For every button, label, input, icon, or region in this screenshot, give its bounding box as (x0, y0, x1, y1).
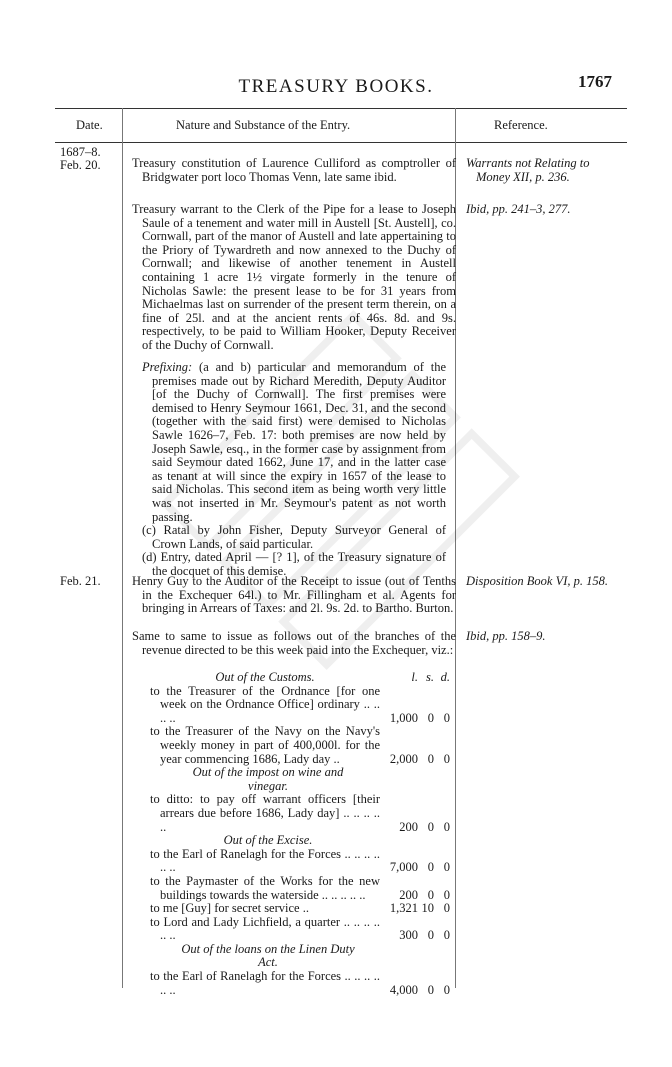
payment-row: to the Paymaster of the Works for the new buildings towards the waterside .. .. .. .. .. 200 0 0 (150, 873, 450, 902)
header-rule-bottom (55, 142, 627, 143)
payment-row: to Lord and Lady Lichfield, a quarter .. .. .. .. .. .. 300 0 0 (150, 914, 450, 943)
payments-table (150, 671, 450, 997)
entry-reference: Ibid, pp. 158–9. (466, 629, 546, 643)
column-header-date: Date. (76, 118, 103, 132)
column-d: d. (440, 670, 450, 684)
prefixing-item-d: (d) Entry, dated April — [? 1], of the Treasury signature of the docquet of this demise. (142, 550, 446, 578)
payment-row: to the Treasurer of the Navy on the Navy's weekly money in part of 400,000l. for the year commencing 1686, Lady day .. 2,000 0 0 (150, 724, 450, 766)
column-header-nature: Nature and Substance of the Entry. (176, 118, 351, 132)
payment-row: to me [Guy] for secret service .. 1,321 10 0 (150, 901, 450, 916)
column-header-reference: Reference. (494, 118, 548, 132)
section-heading-customs: Out of the Customs. (215, 670, 315, 684)
prefixing-text: (a and b) particular and memorandum of the premises made out by Richard Meredith, Deputy Auditor [of the Duchy of Cornwall]. The first premises were demised to Henry Seymour 1661, Dec. 31, and the second (together with the said first) were demised to Nicholas Sawle 1626–7, Feb. 17: both premises are now held by Joseph Sawle, esq., in the former case by assignment from said Seymour dated 1662, June 17, and in the latter case as tenant at will since the expiry in 1657 of the lease to said Nicholas. This second item as being worth very little was not inserted in Mr. Seymour's patent as not worth passing. (152, 360, 447, 524)
entry-reference: Ibid, pp. 241–3, 277. (466, 202, 571, 216)
page-number: 1767 (578, 72, 612, 91)
watermark-icon (150, 300, 530, 680)
payment-row: to the Treasurer of the Ordnance [for one week on the Ordnance Office] ordinary .. .. .. .. 1,000 0 0 (150, 683, 450, 725)
entry-text: Treasury warrant to the Clerk of the Pipe for a lease to Joseph Saule of a tenement and water mill in Austell [St. Austell], co. Cornwall, part of the manor of Austell and late appertaining to the Priory of Tywardreth and now annexed to the Duchy of Cornwall; and likewise of another tenement in Austell containing 1 acre 1½ virgate formerly in the tenure of Nicholas Sawle: the present lease to be for 31 years from Michaelmas last on surrender of the present term therein, on a fine of 25l. and at the ancient rents of 46s. 8d. and 9s. respectively, to be paid to William Hooker, Deputy Receiver of the Duchy of Cornwall. (132, 202, 456, 352)
payment-row: to ditto: to pay off warrant officers [their arrears due before 1686, Lady day] .. .. .. .. .. 200 0 0 (150, 792, 450, 834)
page-title: TREASURY BOOKS. (238, 76, 434, 97)
entry-reference: Warrants not Relating to Money XII, p. 236. (466, 156, 590, 184)
column-s: s. (426, 670, 434, 684)
column-divider-left (122, 108, 123, 988)
entry-text: Same to same to issue as follows out of the branches of the revenue directed to be this week paid into the Exchequer, viz.: (132, 629, 456, 657)
entry-reference: Disposition Book VI, p. 158. (466, 574, 609, 588)
entry-text: Treasury constitution of Laurence Culliford as comptroller of Bridgwater port loco Thomas Venn, late same ibid. (132, 156, 456, 184)
header-rule-top (55, 108, 627, 109)
column-l: l. (411, 670, 418, 684)
section-heading-excise: Out of the Excise. (223, 833, 313, 848)
prefixing-item-c: (c) Ratal by John Fisher, Deputy Surveyor General of Crown Lands, of said particular. (142, 523, 446, 551)
prefixing-label: Prefixing: (142, 360, 193, 374)
payment-row: to the Earl of Ranelagh for the Forces .. .. .. .. .. .. 4,000 0 0 (150, 969, 450, 997)
payment-row: to the Earl of Ranelagh for the Forces .. .. .. .. .. .. 7,000 0 0 (150, 846, 450, 875)
section-heading-impost: Out of the impost on wine and vinegar. (192, 765, 344, 793)
section-heading-loans: Out of the loans on the Linen Duty Act. (181, 941, 355, 970)
entry-date: Feb. 20. (60, 158, 101, 172)
entry-text: Henry Guy to the Auditor of the Receipt to issue (out of Tenths in the Exchequer 64l.) to Mr. Fillingham et al. Agents for bringing in Arrears of Taxes: and 2l. 9s. 2d. to Bartho. Burton. (132, 574, 456, 616)
entry-date-year: 1687–8. (60, 145, 101, 159)
entry-date: Feb. 21. (60, 574, 101, 588)
